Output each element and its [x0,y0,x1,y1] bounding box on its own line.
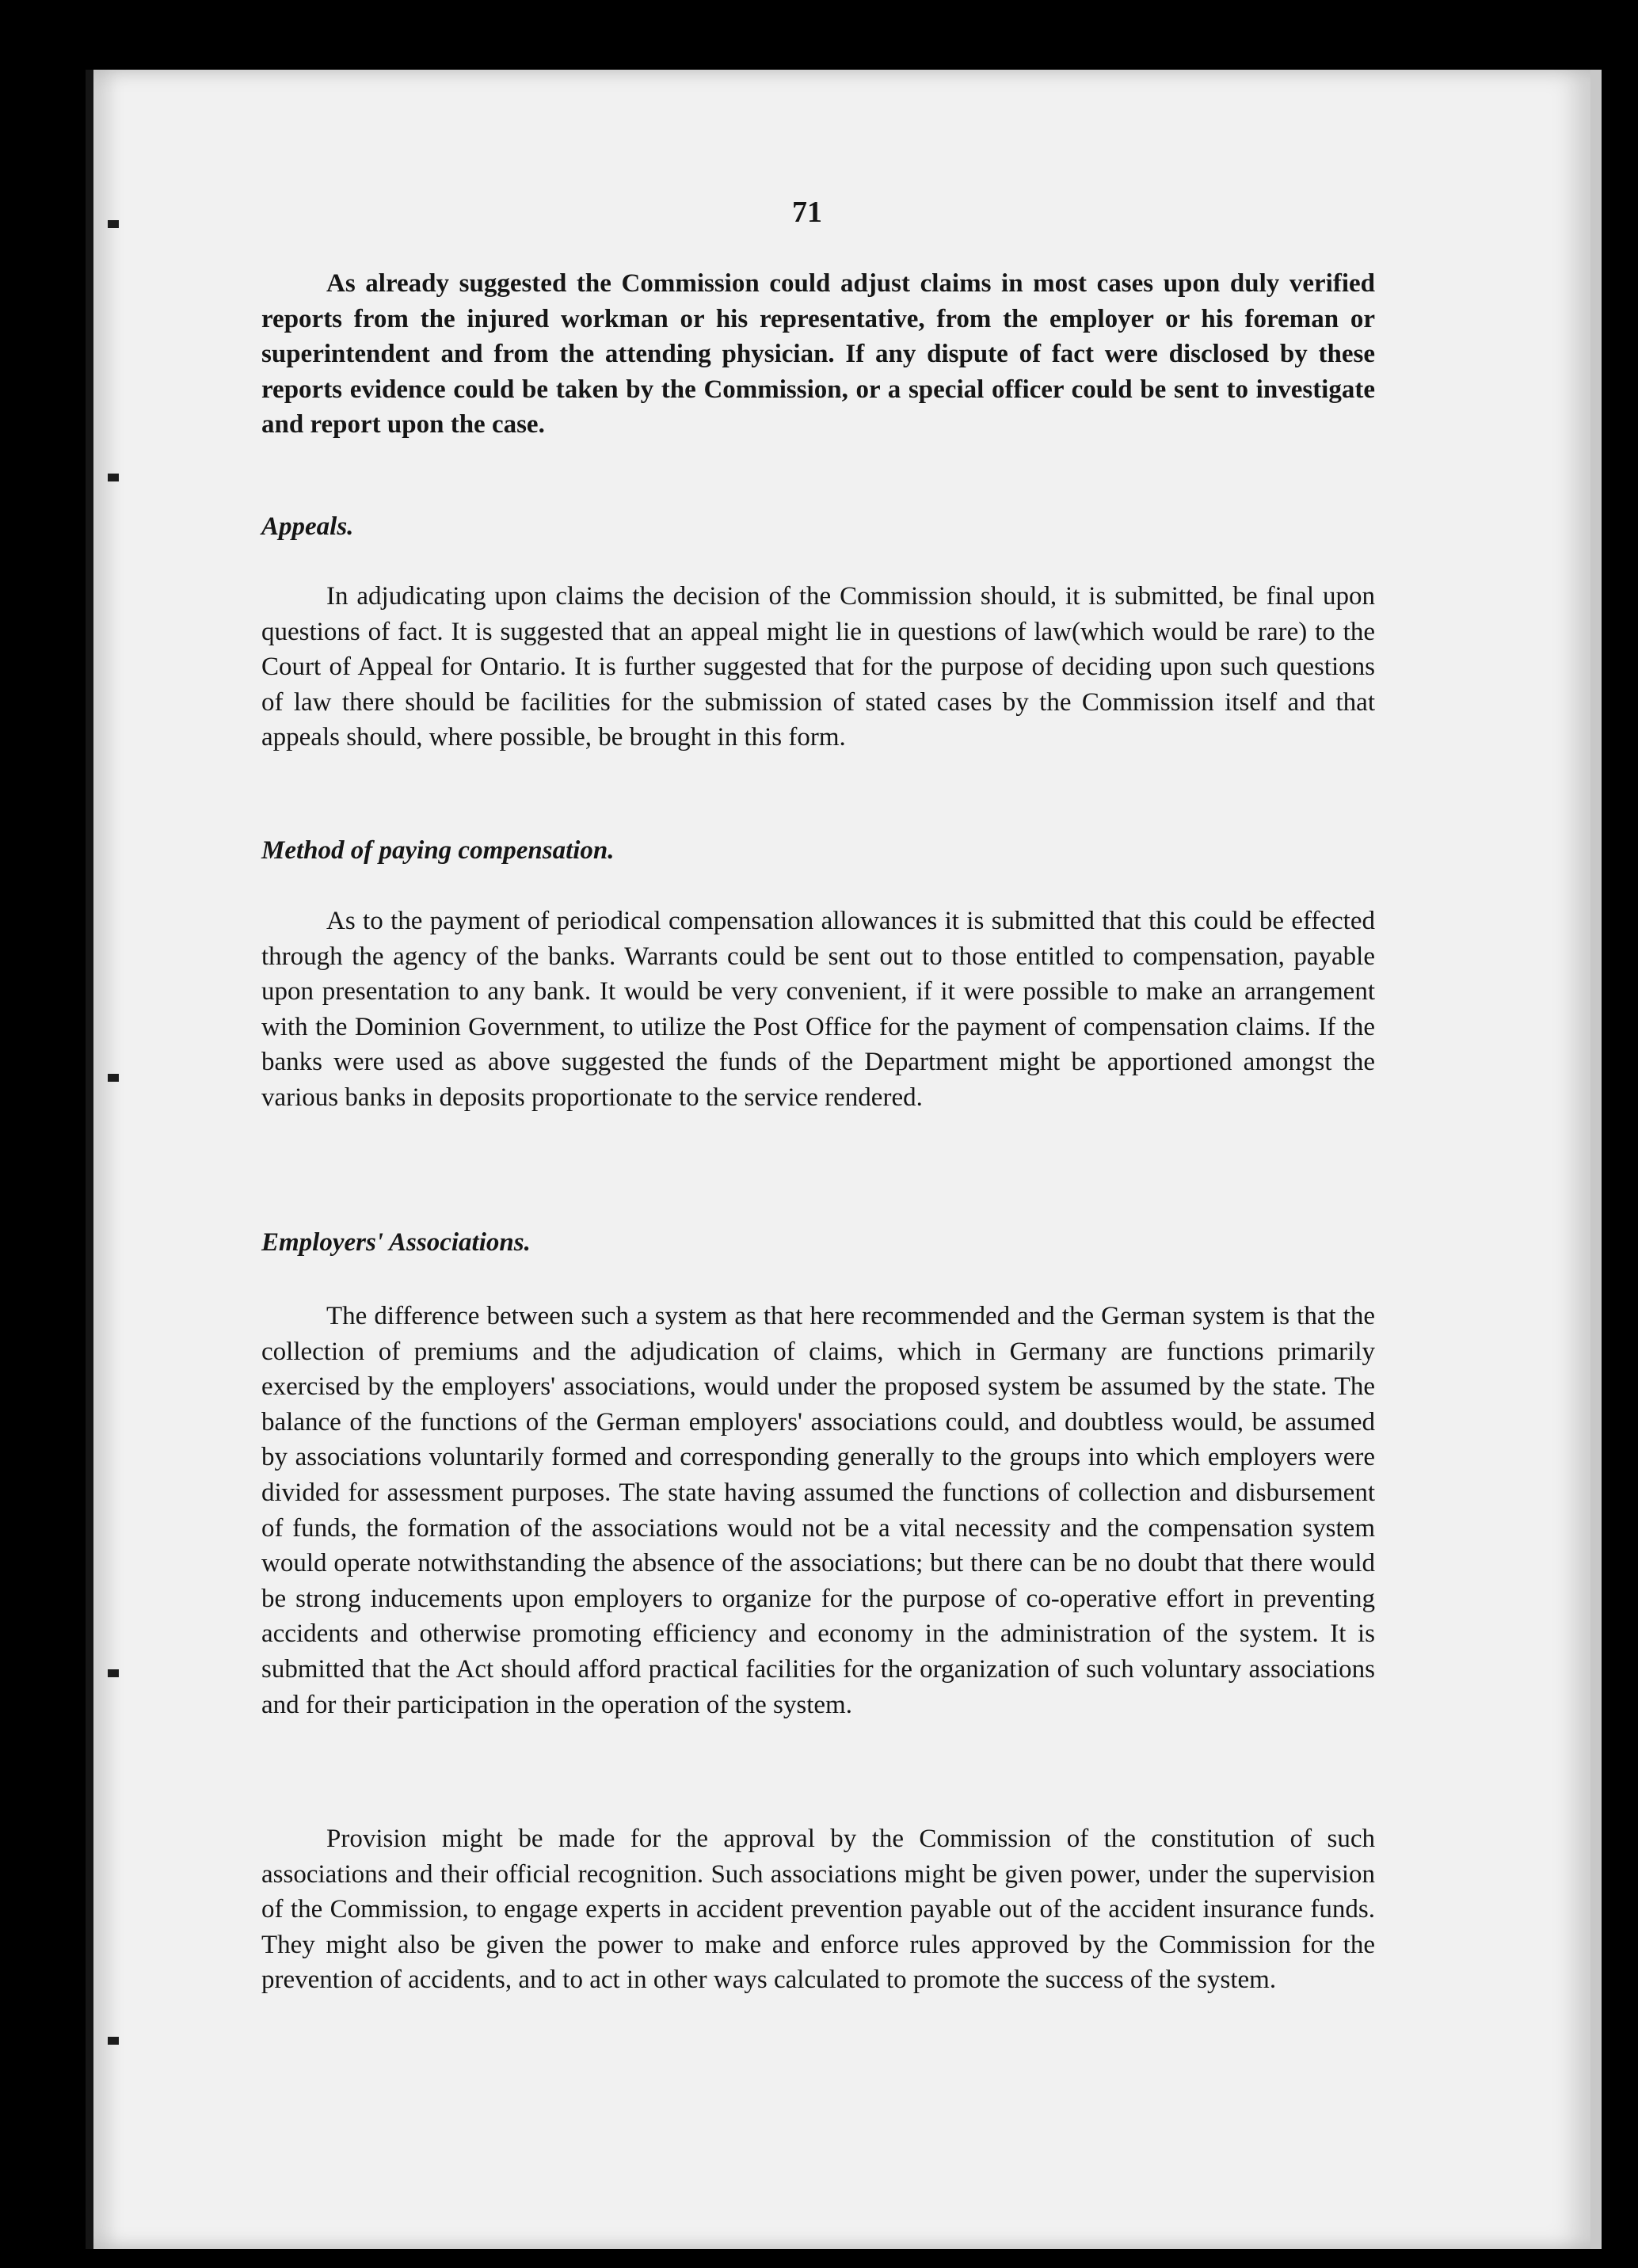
section-heading-method: Method of paying compensation. [261,836,615,865]
binding-mark [108,474,119,481]
binding-mark [108,1074,119,1082]
paragraph: In adjudicating upon claims the decision of the Commission should, it is submitted, be final upon questions of fact. It is suggested that an appeal might lie in questions of law(which would be rare) to the Court of Appeal for Ontario. It is further suggested that for the purpose of deciding upon such questions of law there should be facilities for the submission of stated cases by the Commission itself and that appeals should, where possible, be brought in this form. [261,582,1375,752]
section-heading-employers: Employers' Associations. [261,1228,531,1257]
section-heading-appeals: Appeals. [261,512,354,541]
binding-mark [108,1669,119,1677]
binding-mark [108,2037,119,2045]
page-number: 71 [792,196,822,229]
paragraph: As to the payment of periodical compensation allowances it is submitted that this could be effected through the agency of the banks. Warrants could be sent out to those entitled to compensation, payable upon presentation to any bank. It would be very convenient, if it were possible to make an arrangement with the Dominion Government, to utilize the Post Office for the payment of compensation claims. If the banks were used as above suggested the funds of the Department might be apportioned amongst the various banks in deposits proportionate to the service rendered. [261,907,1375,1112]
paragraph: Provision might be made for the approval by the Commission of the constitution of such associations and their official recognition. Such associations might be given power, under the supervision of the Commission, to engage experts in accident prevention payable out of the accident insurance funds. They might also be given the power to make and enforce rules approved by the Commission for the prevention of accidents, and to act in other ways calculated to promote the success of the system. [261,1825,1375,1995]
paragraph: The difference between such a system as that here recommended and the German system is that the collection of premiums and the adjudication of claims, which in Germany are functions primarily exercised by the employers' associations, would under the proposed system be assumed by the state. The balance of the functions of the German employers' associations could, and doubtless would, be assumed by associations voluntarily formed and corresponding generally to the groups into which employers were divided for assessment purposes. The state having assumed the functions of collection and disbursement of funds, the formation of the associations would not be a vital necessity and the compensation system would operate notwithstanding the absence of the associations; but there can be no doubt that there would be strong inducements upon employers to organize for the purpose of co-operative effort in preventing accidents and otherwise promoting efficiency and economy in the administration of the system. It is submitted that the Act should afford practical facilities for the organization of such voluntary associations and for their participation in the operation of the system. [261,1302,1375,1719]
binding-mark [108,220,119,228]
paragraph: As already suggested the Commission could adjust claims in most cases upon duly verified reports from the injured workman or his representative, from the employer or his foreman or superintendent and from the attending physician. If any dispute of fact were disclosed by these reports evidence could be taken by the Commission, or a special officer could be sent to investigate and report upon the case. [261,269,1375,440]
binding-edge [108,70,131,2249]
